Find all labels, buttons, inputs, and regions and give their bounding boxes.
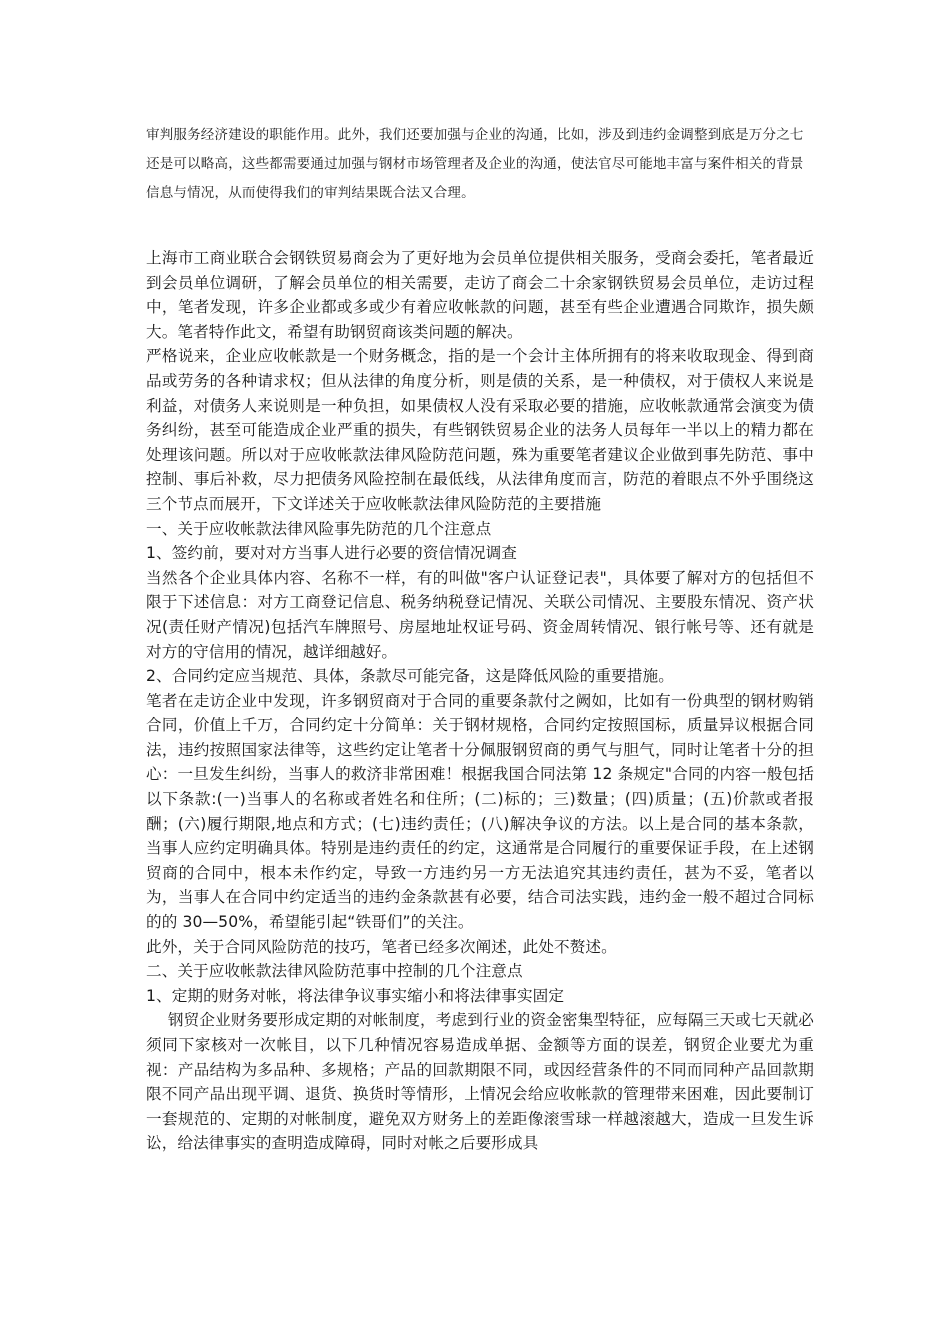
subheading-2-1: 1、定期的财务对帐，将法律争议事实缩小和将法律事实固定 [146,986,565,1005]
article-paragraph-5: 此外，关于合同风险防范的技巧，笔者已经多次阐述，此处不赘述。 [146,937,617,956]
section-heading-1: 一、关于应收帐款法律风险事先防范的几个注意点 [146,519,492,538]
article-paragraph-2: 严格说来，企业应收帐款是一个财务概念，指的是一个会计主体所拥有的将来收取现金、得到商品或劳务的各种请求权；但从法律的角度分析，则是债的关系，是一种债权，对于债权人来说是利益，对债务人来说则是一种负担，如果债权人没有采取必要的措施，应收帐款通常会演变为债务纠纷，甚至可能造成企业严重的损失，有些钢铁贸易企业的法务人员每年一半以上的精力都在处理该问题。所以对于应收帐款法律风险防范问题，殊为重要笔者建议企业做到事先防范、事中控制、事后补救，尽力把债务风险控制在最低线，从法律角度而言，防范的着眼点不外乎围绕这三个节点而展开，下文详述关于应收帐款法律风险防范的主要措施 [146,347,814,513]
subheading-1-1: 1、签约前，要对对方当事人进行必要的资信情况调查 [146,544,517,563]
article-paragraph-6: 钢贸企业财务要形成定期的对帐制度，考虑到行业的资金密集型特征，应每隔三天或七天就必须同下家核对一次帐目，以下几种情况容易造成单据、金额等方面的误差，钢贸企业要尤为重视：产品结构为多品种、多规格；产品的回款期限不同，或因经营条件的不同而同种产品回款期限不同产品出现平调、退货、换货时等情形，上情况会给应收帐款的管理带来困难，因此要制订一套规范的、定期的对帐制度，避免双方财务上的差距像滚雪球一样越滚越大，造成一旦发生诉讼，给法律事实的查明造成障碍，同时对帐之后要形成具 [146,1011,814,1153]
article-paragraph-3: 当然各个企业具体内容、名称不一样，有的叫做"客户认证登记表"，具体要了解对方的包括但不限于下述信息：对方工商登记信息、税务纳税登记情况、关联公司情况、主要股东情况、资产状况(责任财产情况)包括汽车牌照号、房屋地址权证号码、资金周转情况、银行帐号等、还有就是对方的守信用的情况，越详细越好。 [146,568,814,661]
article-paragraph-1: 上海市工商业联合会钢铁贸易商会为了更好地为会员单位提供相关服务，受商会委托，笔者最近到会员单位调研，了解会员单位的相关需要，走访了商会二十余家钢铁贸易会员单位，走访过程中，笔者发现，许多企业都或多或少有着应收帐款的问题，甚至有些企业遭遇合同欺诈，损失颇大。笔者特作此文，希望有助钢贸商该类问题的解决。 [146,249,814,341]
section-heading-2: 二、关于应收帐款法律风险防范事中控制的几个注意点 [146,962,523,981]
intro-section [146,121,810,208]
article-body [146,246,814,1156]
article-paragraph-4: 笔者在走访企业中发现，许多钢贸商对于合同的重要条款付之阙如，比如有一份典型的钢材购销合同，价值上千万，合同约定十分简单：关于钢材规格，合同约定按照国标，质量异议根据合同法，违约按照国家法律等，这些约定让笔者十分佩服钢贸商的勇气与胆气，同时让笔者十分的担心：一旦发生纠纷，当事人的救济非常困难！根据我国合同法第 12 条规定"合同的内容一般包括以下条款:(一)当事人的名称或者姓名和住所；(二)标的；三)数量；(四)质量；(五)价款或者报酬；(六)履行期限,地点和方式；(七)违约责任；(八)解决争议的方法。以上是合同的基本条款，当事人应约定明确具体。特别是违约责任的约定，这通常是合同履行的重要保证手段，在上述钢贸商的合同中，根本未作约定，导致一方违约另一方无法追究其违约责任，甚为不妥，笔者以为，当事人在合同中约定适当的违约金条款甚有必要，结合司法实践，违约金一般不超过合同标的的 30—50%，希望能引起“铁哥们”的关注。 [146,691,814,932]
intro-paragraph: 审判服务经济建设的职能作用。此外，我们还要加强与企业的沟通，比如，涉及到违约金调整到底是万分之七还是可以略高，这些都需要通过加强与钢材市场管理者及企业的沟通，使法官尽可能地丰富与案件相关的背景信息与情况，从而使得我们的审判结果既合法又合理。 [146,127,804,201]
subheading-1-2: 2、合同约定应当规范、具体，条款尽可能完备，这是降低风险的重要措施。 [146,667,674,686]
